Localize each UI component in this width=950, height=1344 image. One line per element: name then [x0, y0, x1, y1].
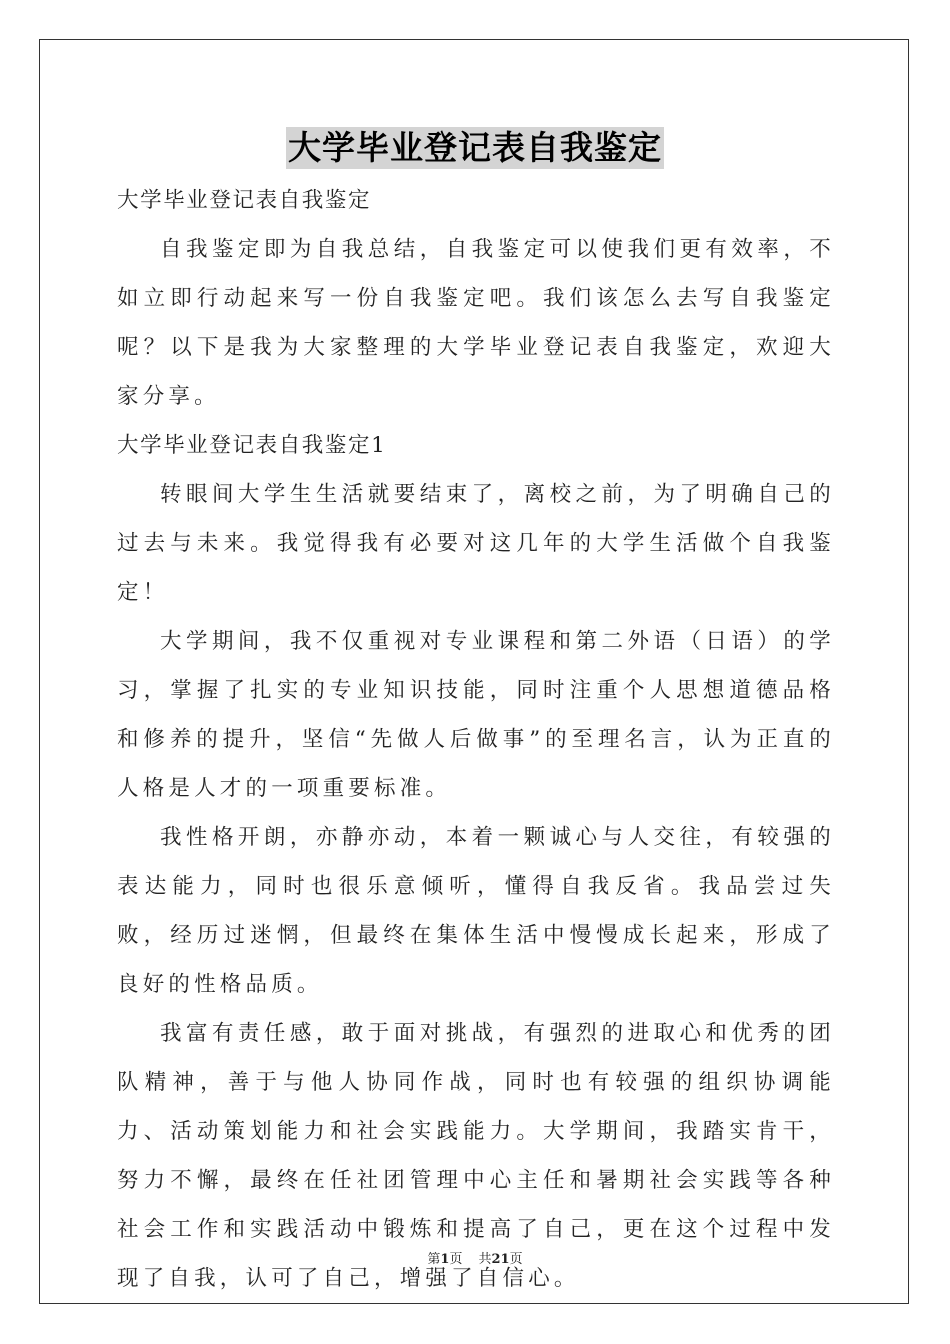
intro-paragraph: 自我鉴定即为自我总结，自我鉴定可以使我们更有效率，不如立即行动起来写一份自我鉴定吧。我们该怎么去写自我鉴定呢？以下是我为大家整理的大学毕业登记表自我鉴定，欢迎大家分享。 — [117, 237, 835, 409]
document-title: 大学毕业登记表自我鉴定 — [288, 128, 662, 167]
page-suffix: 页 — [449, 1252, 463, 1267]
body-paragraph: 我富有责任感，敢于面对挑战，有强烈的进取心和优秀的团队精神，善于与他人协同作战，同时也有较强的组织协调能力、活动策划能力和社会实践能力。大学期间，我踏实肯干，努力不懈，最终在任社团管理中心主任和暑期社会实践等各种社会工作和实践活动中锻炼和提高了自己，更在这个过程中发现了自我，认可了自己，增强了自信心。 — [117, 1021, 835, 1291]
document-body — [117, 176, 835, 1303]
current-page-number: 1 — [440, 1252, 450, 1267]
total-prefix: 共 — [478, 1252, 492, 1267]
body-paragraph: 我性格开朗，亦静亦动，本着一颗诚心与人交往，有较强的表达能力，同时也很乐意倾听，懂得自我反省。我品尝过失败，经历过迷惘，但最终在集体生活中慢慢成长起来，形成了良好的性格品质。 — [117, 825, 835, 997]
title-container — [0, 127, 950, 169]
page-prefix: 第 — [427, 1252, 441, 1267]
section-heading: 大学毕业登记表自我鉴定1 — [117, 433, 387, 458]
page-footer — [0, 1248, 950, 1267]
document-subtitle: 大学毕业登记表自我鉴定 — [117, 188, 372, 213]
total-page-count: 21 — [491, 1252, 510, 1267]
body-paragraph: 大学期间，我不仅重视对专业课程和第二外语（日语）的学习，掌握了扎实的专业知识技能，同时注重个人思想道德品格和修养的提升，坚信“先做人后做事”的至理名言，认为正直的人格是人才的一项重要标准。 — [117, 629, 835, 801]
body-paragraph: 转眼间大学生生活就要结束了，离校之前，为了明确自己的过去与未来。我觉得我有必要对这几年的大学生活做个自我鉴定！ — [117, 482, 835, 605]
total-suffix: 页 — [509, 1252, 523, 1267]
